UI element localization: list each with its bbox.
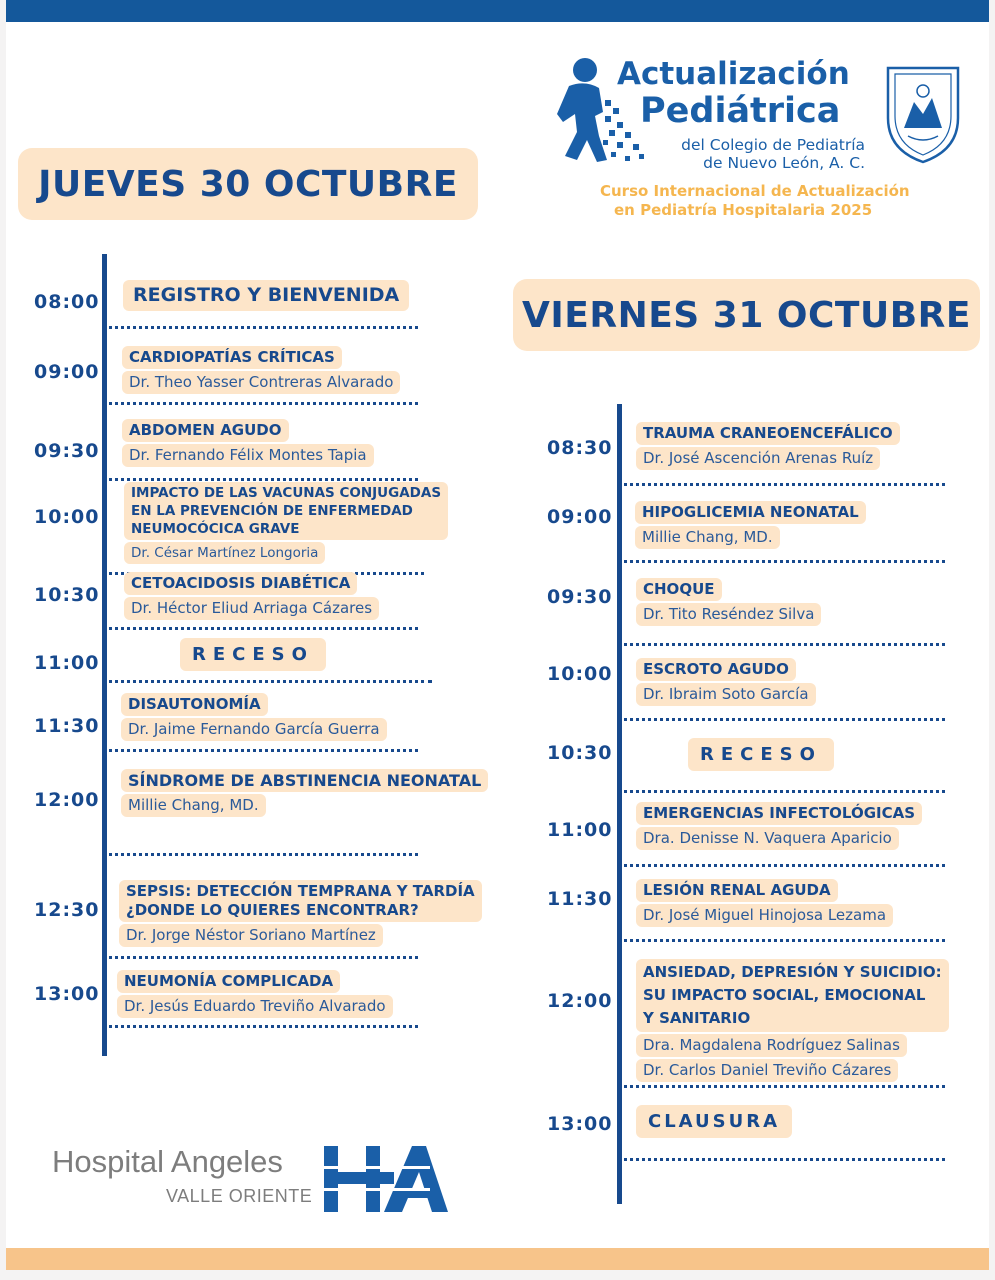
session-card [119, 879, 482, 948]
brand-subtitle [681, 136, 865, 172]
session-title: CLAUSURA [636, 1105, 792, 1138]
brand-title-line1: Actualización [617, 56, 850, 92]
session-title-line: EN LA PREVENCIÓN DE ENFERMEDAD [131, 503, 413, 519]
time-label: 08:30 [547, 437, 613, 459]
divider [102, 680, 432, 683]
college-seal-logo [880, 64, 966, 164]
brand-title-line2: Pediátrica [640, 91, 841, 131]
session-speaker: Dr. Ibraim Soto García [636, 683, 816, 706]
session-title-line: Y SANITARIO [643, 1009, 751, 1027]
time-label: 09:30 [34, 440, 100, 462]
session-title-line: SU IMPACTO SOCIAL, EMOCIONAL [643, 986, 926, 1004]
divider [617, 643, 945, 646]
time-label: 10:30 [34, 584, 100, 606]
session-title: ABDOMEN AGUDO [122, 419, 289, 442]
session-title-line: SEPSIS: DETECCIÓN TEMPRANA Y TARDÍA [126, 882, 475, 900]
divider [102, 402, 418, 405]
session-title: EMERGENCIAS INFECTOLÓGICAS [636, 802, 922, 825]
time-label: 11:30 [547, 888, 613, 910]
divider [617, 718, 945, 721]
divider [102, 956, 418, 959]
session-speaker: Dr. Tito Reséndez Silva [636, 603, 821, 626]
session-card [636, 421, 900, 471]
time-label: 08:00 [34, 291, 100, 313]
time-label: 09:00 [547, 506, 613, 528]
time-label: 12:00 [547, 990, 613, 1012]
brand-subtitle-line2: de Nuevo León, A. C. [703, 154, 865, 172]
divider [102, 326, 418, 329]
divider [617, 560, 945, 563]
time-label: 11:00 [34, 652, 100, 674]
break-title: RECESO [180, 638, 326, 671]
session-speaker: Millie Chang, MD. [121, 794, 266, 817]
break-card [180, 637, 326, 672]
session-title-line: IMPACTO DE LAS VACUNAS CONJUGADAS [131, 485, 442, 501]
session-speaker: Dra. Magdalena Rodríguez Salinas [636, 1034, 907, 1057]
session-speaker: Dr. César Martínez Longoria [124, 542, 325, 564]
day1-title: JUEVES 30 OCTUBRE [18, 148, 478, 220]
divider [617, 1158, 945, 1161]
session-card [636, 657, 816, 707]
brand-subtitle-line1: del Colegio de Pediatría [681, 136, 865, 154]
course-line1: Curso Internacional de Actualización [600, 182, 910, 200]
session-speaker: Dr. José Ascención Arenas Ruíz [636, 447, 880, 470]
session-card [117, 969, 393, 1019]
divider [102, 1025, 418, 1028]
time-label: 09:30 [547, 586, 613, 608]
session-title: TRAUMA CRANEOENCEFÁLICO [636, 422, 900, 445]
session-speaker: Millie Chang, MD. [635, 526, 780, 549]
day2-title: VIERNES 31 OCTUBRE [513, 279, 980, 351]
session-card [123, 279, 409, 312]
break-title: RECESO [688, 738, 834, 771]
session-title: ESCROTO AGUDO [636, 658, 796, 681]
day1-timeline-axis [102, 254, 107, 1056]
session-title-line: ANSIEDAD, DEPRESIÓN Y SUICIDIO: [643, 963, 942, 981]
session-card [122, 345, 400, 395]
hospital-name: Hospital Angeles [52, 1144, 283, 1179]
session-title-block [636, 959, 949, 1032]
session-card [636, 1104, 792, 1139]
time-label: 11:30 [34, 715, 100, 737]
time-label: 10:30 [547, 742, 613, 764]
break-card [688, 737, 834, 772]
session-speaker: Dr. Jorge Néstor Soriano Martínez [119, 924, 383, 947]
divider [617, 483, 945, 486]
session-card [121, 692, 387, 742]
session-card [636, 577, 821, 627]
time-label: 13:00 [547, 1113, 613, 1135]
session-title-block [119, 880, 482, 922]
course-line2: en Pediatría Hospitalaria 2025 [614, 201, 873, 219]
time-label: 10:00 [34, 506, 100, 528]
session-title-line: NEUMOCÓCICA GRAVE [131, 521, 300, 537]
session-title: CARDIOPATÍAS CRÍTICAS [122, 346, 342, 369]
ha-monogram-logo [322, 1146, 450, 1214]
session-title: LESIÓN RENAL AGUDA [636, 879, 838, 902]
divider [617, 939, 945, 942]
session-title-line: ¿DONDE LO QUIERES ENCONTRAR? [126, 901, 419, 919]
divider [617, 790, 945, 793]
session-card [636, 958, 949, 1083]
time-label: 12:00 [34, 789, 100, 811]
session-speaker: Dr. Theo Yasser Contreras Alvarado [122, 371, 400, 394]
session-title: SÍNDROME DE ABSTINENCIA NEONATAL [121, 769, 488, 792]
time-label: 09:00 [34, 361, 100, 383]
time-label: 10:00 [547, 663, 613, 685]
session-speaker: Dr. Carlos Daniel Treviño Cázares [636, 1059, 898, 1082]
bottom-accent-bar [6, 1248, 989, 1270]
session-card [636, 878, 893, 928]
session-speaker: Dr. Héctor Eliud Arriaga Cázares [124, 597, 379, 620]
divider [102, 627, 418, 630]
divider [102, 749, 418, 752]
divider [617, 864, 945, 867]
session-speaker: Dr. Jesús Eduardo Treviño Alvarado [117, 995, 393, 1018]
session-title: REGISTRO Y BIENVENIDA [123, 280, 409, 311]
session-title: DISAUTONOMÍA [121, 693, 268, 716]
session-card [636, 801, 922, 851]
time-label: 13:00 [34, 983, 100, 1005]
hospital-location: VALLE ORIENTE [166, 1186, 313, 1206]
session-title-block [124, 482, 448, 540]
session-speaker: Dr. Jaime Fernando García Guerra [121, 718, 387, 741]
day2-timeline-axis [617, 404, 622, 1204]
course-name [600, 182, 910, 220]
session-card [121, 768, 488, 818]
session-title: HIPOGLICEMIA NEONATAL [635, 501, 866, 524]
session-speaker: Dra. Denisse N. Vaquera Aparicio [636, 827, 899, 850]
session-speaker: Dr. Fernando Félix Montes Tapia [122, 444, 374, 467]
divider [617, 1085, 945, 1088]
session-card [122, 418, 374, 468]
session-title: CETOACIDOSIS DIABÉTICA [124, 572, 357, 595]
divider [102, 853, 418, 856]
session-title: CHOQUE [636, 578, 722, 601]
session-title: NEUMONÍA COMPLICADA [117, 970, 340, 993]
session-card [124, 571, 379, 621]
time-label: 11:00 [547, 819, 613, 841]
session-speaker: Dr. José Miguel Hinojosa Lezama [636, 904, 893, 927]
session-card [635, 500, 866, 550]
session-card [124, 481, 448, 565]
top-accent-bar [6, 0, 989, 22]
time-label: 12:30 [34, 899, 100, 921]
